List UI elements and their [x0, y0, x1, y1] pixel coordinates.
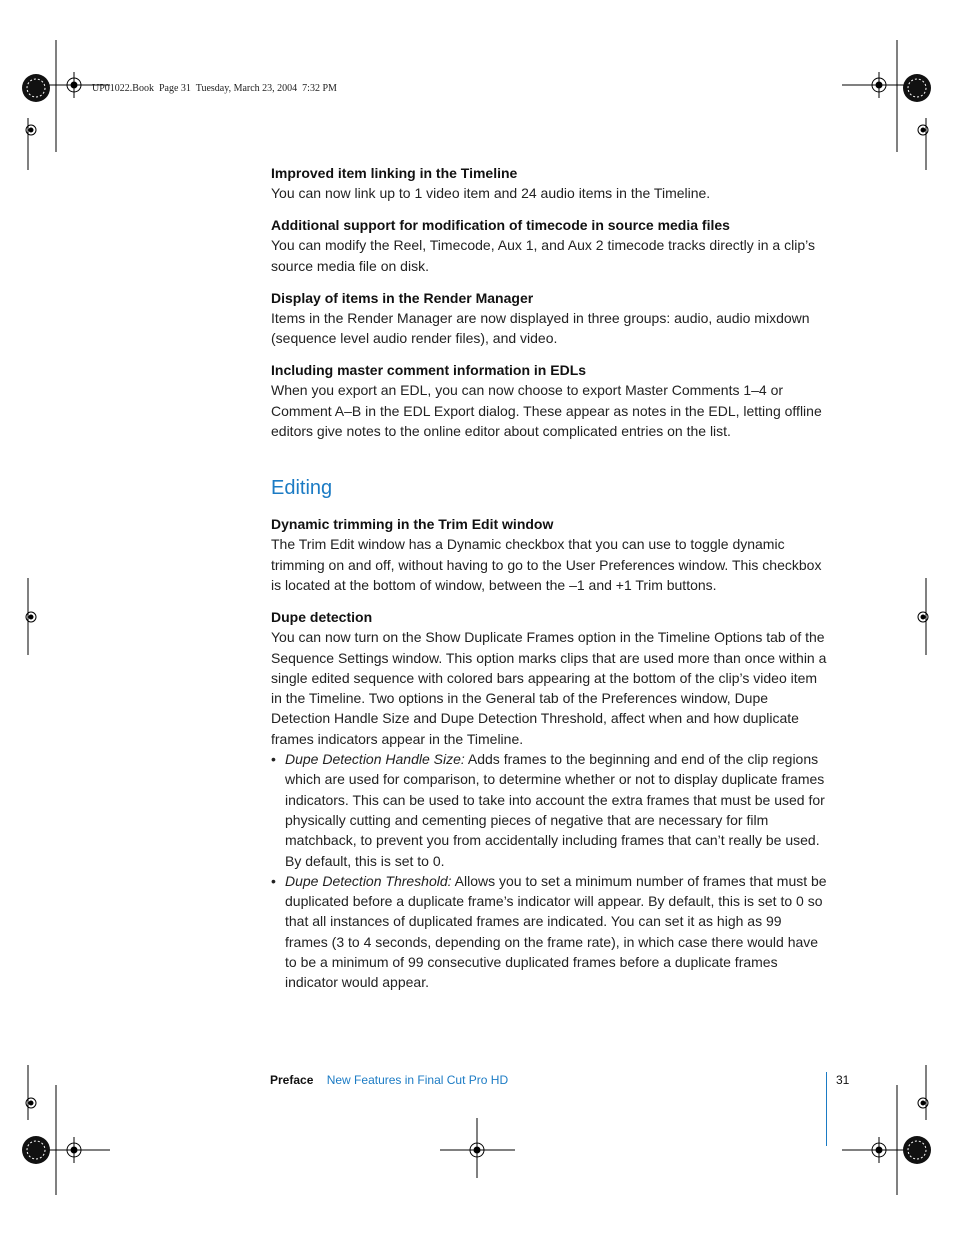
feature-section [271, 607, 827, 749]
section-heading: Including master comment information in EDLs [271, 362, 587, 379]
section-heading: Dynamic trimming in the Trim Edit window [271, 516, 554, 533]
section-heading: Dupe detection [271, 609, 373, 626]
footer-running-title [270, 1073, 508, 1087]
feature-section [271, 360, 827, 441]
section-heading: Display of items in the Render Manager [271, 289, 534, 306]
list-item [271, 749, 827, 871]
section-body: When you export an EDL, you can now choose to export Master Comments 1–4 or Comment A–B in the EDL Export dialog. These appear as notes in the EDL, letting offline editors give notes to the online editor about complicated entries on the list. [271, 382, 822, 440]
print-slug-line: UP01022.Book Page 31 Tuesday, March 23, 2004 7:32 PM [92, 83, 337, 94]
page-content [271, 163, 827, 993]
section-heading: Additional support for modification of timecode in source media files [271, 217, 730, 234]
bullet-text: Allows you to set a minimum number of frames that must be duplicated before a duplicate frame’s indicator will appear. By default, this is set to 0 so that all instances of duplicated frames are indicated. You can set it as high as 99 frames (3 to 4 seconds, depending on the frame rate), in which case there would have to be a minimum of 99 consecutive duplicated frames before a duplicate frames indicator would appear. [285, 872, 827, 991]
section-body: Items in the Render Manager are now displayed in three groups: audio, audio mixdown (sequence level audio render files), and video. [271, 309, 810, 347]
section-heading: Improved item linking in the Timeline [271, 165, 518, 181]
bullet-term: Dupe Detection Handle Size: [285, 751, 465, 768]
section-body: The Trim Edit window has a Dynamic checkbox that you can use to toggle dynamic trimming on and off, without having to go to the User Preferences window. This checkbox is located at the bottom of window, between the –1 and +1 Trim buttons. [271, 536, 822, 593]
section-body: You can now turn on the Show Duplicate Frames option in the Timeline Options tab of the Sequence Settings window. This option marks clips that are used more than once within a single edited sequence with colored bars appearing at the bottom of the clip’s video item in the Timeline. Two options in the General tab of the Preferences window, Dupe Detection Handle Size and Dupe Detection Threshold, affect when and how duplicate frames indicators appear in the Timeline. [271, 629, 827, 747]
chapter-heading: Editing [271, 477, 333, 500]
section-body: You can now link up to 1 video item and 24 audio items in the Timeline. [271, 185, 711, 201]
section-body: You can modify the Reel, Timecode, Aux 1, and Aux 2 timecode tracks directly in a clip’s source media file on disk. [271, 237, 815, 274]
footer-divider [826, 1072, 827, 1146]
footer-chapter-title: New Features in Final Cut Pro HD [326, 1073, 509, 1087]
feature-section [271, 514, 827, 595]
footer-part-label: Preface [270, 1073, 314, 1087]
bullet-list [271, 749, 827, 993]
feature-section [271, 288, 827, 349]
bullet-marker: • [271, 751, 276, 768]
feature-section [271, 215, 827, 276]
page-number: 31 [836, 1073, 850, 1087]
feature-section [271, 163, 827, 203]
bullet-marker: • [271, 872, 276, 889]
list-item [271, 871, 827, 993]
bullet-term: Dupe Detection Threshold: [285, 872, 452, 889]
bullet-text: Adds frames to the beginning and end of the clip regions which are used for comparison, to determine whether or not to display duplicate frames indicators. This can be used to take into account the extra frames that must be used for physically cutting and cementing pieces of negative that are necessary for film matchback, to prevent you from accidentally including frames that can’t really be used. By default, this is set to 0. [285, 751, 825, 869]
